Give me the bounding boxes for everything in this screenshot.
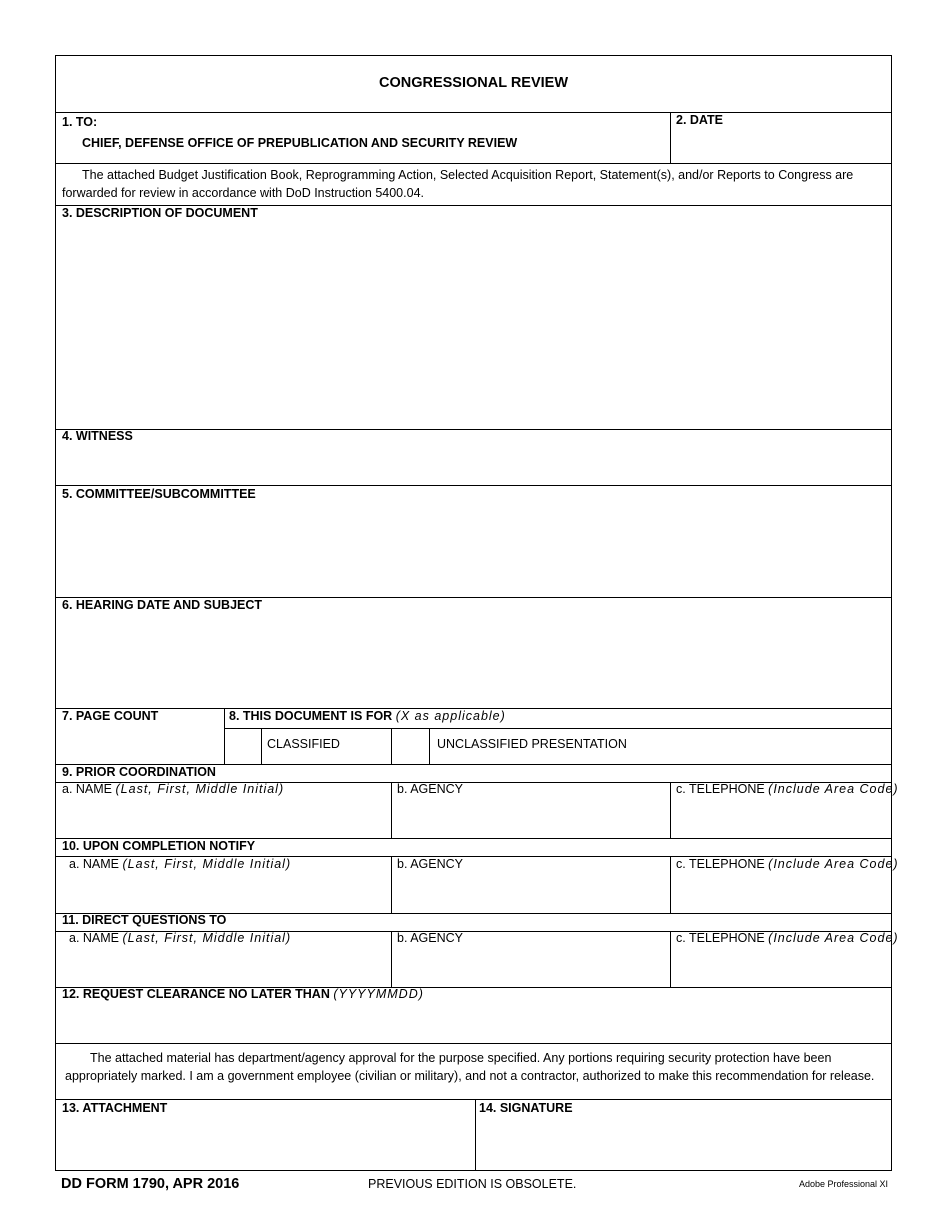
prior-name-hint: (Last, First, Middle Initial): [115, 782, 285, 796]
prior-agency-label: b. AGENCY: [397, 782, 463, 796]
attachment-field[interactable]: [57, 1118, 474, 1170]
questions-agency-label: b. AGENCY: [397, 931, 463, 945]
committee-label: 5. COMMITTEE/SUBCOMMITTEE: [62, 487, 256, 501]
form-id: DD FORM 1790, APR 2016: [61, 1176, 240, 1192]
prior-agency-field[interactable]: [392, 799, 669, 837]
certification-text: The attached material has department/agency approval for the purpose specified. Any portions requiring security protection have been appropriately marked. I am a government employee (civilian or military), and not a contractor, authorized to make this recommendation for release.: [65, 1051, 875, 1083]
form-title: CONGRESSIONAL REVIEW: [378, 75, 569, 91]
date-field[interactable]: [671, 130, 890, 162]
completion-telephone-hint: (Include Area Code): [768, 857, 899, 871]
completion-agency-label: b. AGENCY: [397, 857, 463, 871]
form-frame: [55, 55, 899, 1171]
completion-telephone-label: c. TELEPHONE (Include Area Code): [676, 857, 899, 871]
unclassified-checkbox[interactable]: [392, 729, 429, 764]
document-for-label: 8. THIS DOCUMENT IS FOR: [229, 709, 393, 723]
document-for-heading: [229, 709, 506, 724]
divider: [261, 729, 262, 764]
completion-name-field[interactable]: [57, 874, 390, 912]
signature-field[interactable]: [476, 1118, 890, 1170]
page-count-field[interactable]: [57, 726, 223, 763]
divider: [56, 112, 891, 113]
description-field[interactable]: [57, 223, 890, 428]
prior-name-field[interactable]: [57, 799, 390, 837]
completion-telephone-field[interactable]: [671, 874, 890, 912]
questions-telephone-label: c. TELEPHONE (Include Area Code): [676, 931, 899, 945]
divider: [56, 163, 891, 164]
intro-text: The attached Budget Justification Book, Reprogramming Action, Selected Acquisition Report, Statement(s), and/or Reports to Congress are forwarded for review in accordance with DoD Instruction 5400.04.: [62, 168, 854, 200]
questions-agency-field[interactable]: [392, 948, 669, 986]
upon-completion-label: 10. UPON COMPLETION NOTIFY: [62, 839, 256, 853]
divider: [56, 429, 891, 430]
prior-telephone-field[interactable]: [671, 799, 890, 837]
classified-checkbox[interactable]: [225, 729, 261, 764]
date-label: 2. DATE: [676, 113, 723, 127]
prior-name-label: a. NAME (Last, First, Middle Initial): [62, 782, 285, 796]
divider: [56, 485, 891, 486]
questions-name-field[interactable]: [57, 948, 390, 986]
signature-label: 14. SIGNATURE: [479, 1101, 573, 1115]
document-for-hint: (X as applicable): [395, 709, 506, 723]
request-clearance-hint: (YYYYMMDD): [333, 987, 424, 1001]
questions-name-hint: (Last, First, Middle Initial): [122, 931, 292, 945]
committee-field[interactable]: [57, 504, 890, 596]
hearing-field[interactable]: [57, 615, 890, 707]
completion-name-label: a. NAME (Last, First, Middle Initial): [69, 857, 292, 871]
completion-agency-field[interactable]: [392, 874, 669, 912]
questions-name-label: a. NAME (Last, First, Middle Initial): [69, 931, 292, 945]
questions-telephone-hint: (Include Area Code): [768, 931, 899, 945]
divider: [56, 1043, 891, 1044]
direct-questions-label: 11. DIRECT QUESTIONS TO: [62, 913, 227, 927]
hearing-label: 6. HEARING DATE AND SUBJECT: [62, 598, 263, 612]
request-clearance-heading: [62, 987, 424, 1002]
completion-name-hint: (Last, First, Middle Initial): [122, 857, 292, 871]
questions-telephone-field[interactable]: [671, 948, 890, 986]
prior-telephone-hint: (Include Area Code): [768, 782, 899, 796]
divider: [429, 729, 430, 764]
prior-coordination-label: 9. PRIOR COORDINATION: [62, 765, 216, 779]
divider: [56, 1099, 891, 1100]
request-clearance-field[interactable]: [57, 1004, 890, 1042]
divider: [224, 728, 891, 729]
software-note: Adobe Professional XI: [799, 1179, 889, 1189]
description-label: 3. DESCRIPTION OF DOCUMENT: [62, 206, 258, 220]
to-value: CHIEF, DEFENSE OFFICE OF PREPUBLICATION AND SECURITY REVIEW: [82, 136, 518, 150]
edition-note: PREVIOUS EDITION IS OBSOLETE.: [368, 1177, 577, 1191]
request-clearance-label: 12. REQUEST CLEARANCE NO LATER THAN: [62, 987, 330, 1001]
page-count-label: 7. PAGE COUNT: [62, 709, 159, 723]
unclassified-label: UNCLASSIFIED PRESENTATION: [437, 737, 627, 751]
to-label: 1. TO:: [62, 115, 98, 129]
prior-telephone-label: c. TELEPHONE (Include Area Code): [676, 782, 899, 796]
classified-label: CLASSIFIED: [267, 737, 340, 751]
attachment-label: 13. ATTACHMENT: [62, 1101, 168, 1115]
witness-label: 4. WITNESS: [62, 429, 133, 443]
witness-field[interactable]: [57, 446, 890, 484]
